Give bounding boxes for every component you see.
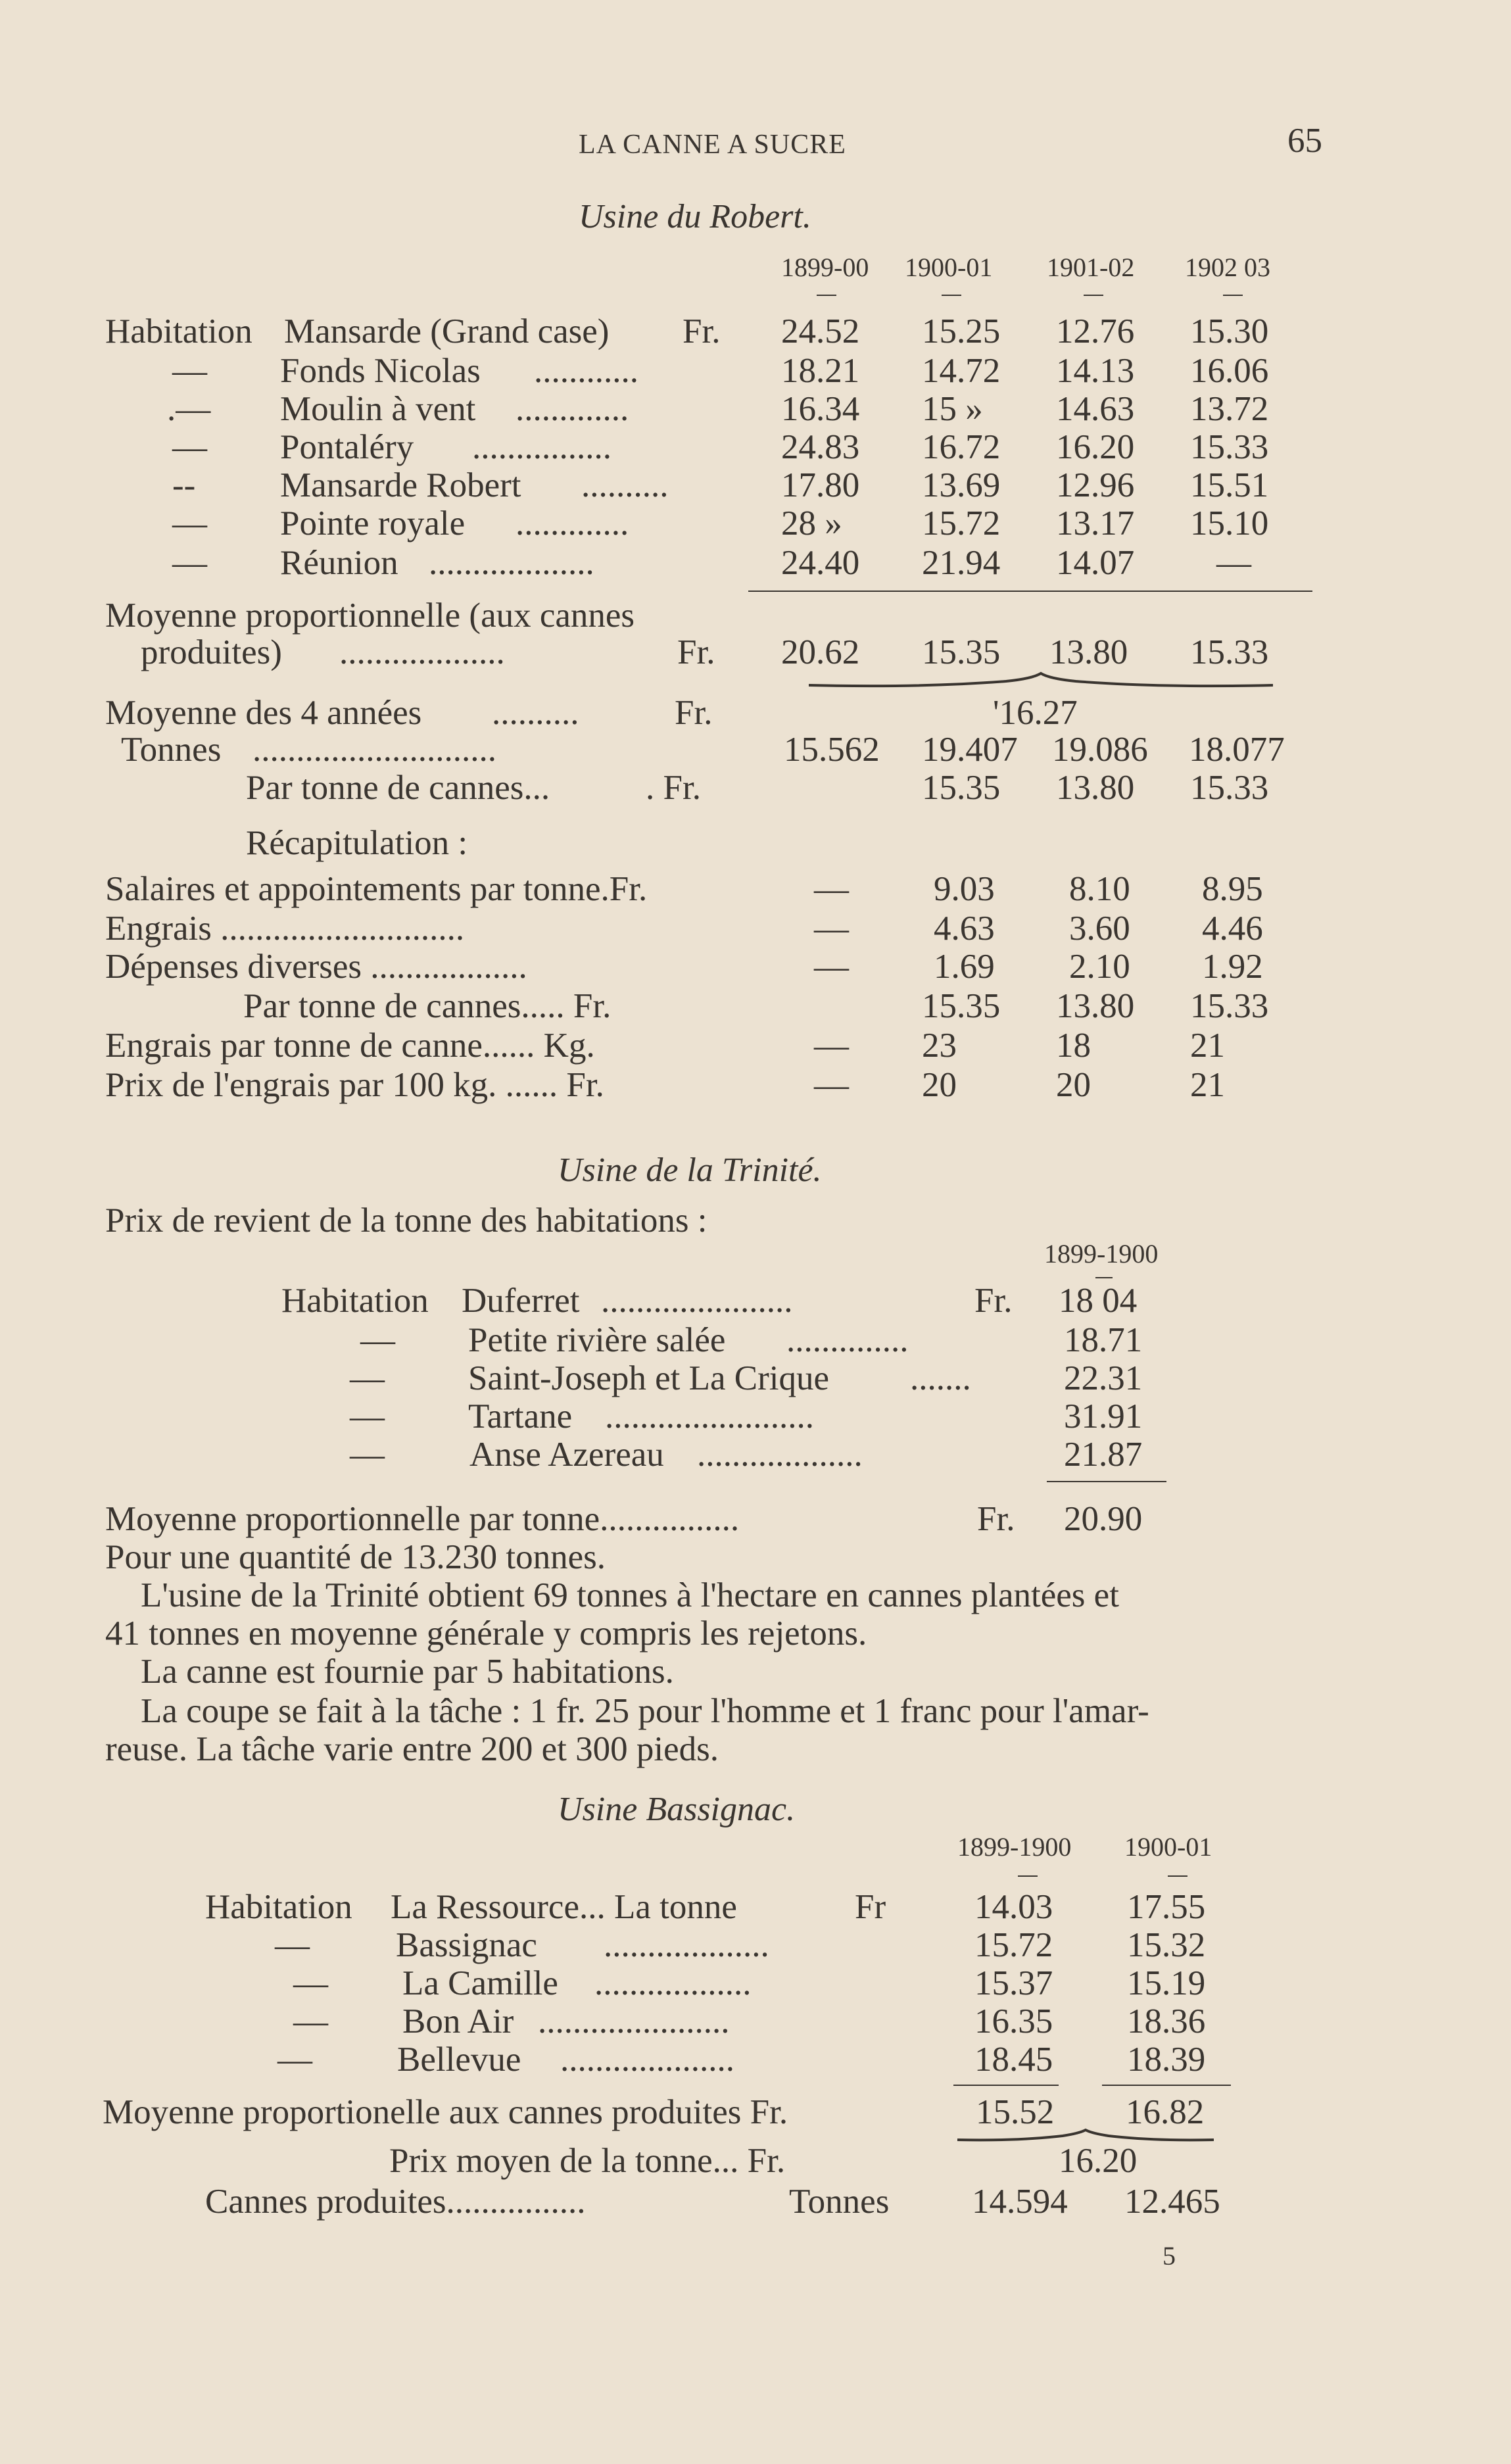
section-title-trinite: Usine de la Trinité. <box>558 1151 822 1189</box>
row-label: Fonds Nicolas <box>280 352 481 390</box>
row-dots: ............. <box>516 390 629 428</box>
cell-value: 15.72 <box>974 1926 1053 1964</box>
cell-value: 15.19 <box>1127 1964 1206 2002</box>
table-row <box>0 986 1511 1026</box>
row-label: Bassignac <box>396 1926 537 1964</box>
table-row <box>0 504 1511 543</box>
table-row <box>0 1499 1511 1539</box>
cell-value: 13.72 <box>1190 390 1269 428</box>
cell-value: 15.35 <box>922 769 1001 807</box>
table-row <box>0 1887 1511 1927</box>
row-unit: Fr. <box>677 633 715 671</box>
cell-value: 14.72 <box>922 352 1001 390</box>
row-label: Anse Azereau <box>469 1436 664 1474</box>
row-label: Salaires et appointements par tonne.Fr. <box>105 870 648 908</box>
table-row <box>0 1065 1511 1105</box>
cell-value: 15.562 <box>784 731 880 769</box>
cell-value: 15.37 <box>974 1964 1053 2002</box>
row-prefix: -- <box>172 466 196 504</box>
row-unit: Fr. <box>974 1282 1013 1320</box>
cell-value: 18 <box>1056 1027 1091 1065</box>
cell-value: 18.45 <box>974 2041 1053 2079</box>
year-header: 1900-01 <box>1124 1832 1212 1862</box>
row-label: Mansarde (Grand case) <box>284 312 610 350</box>
row-prefix: — <box>172 352 207 390</box>
cell-value: 15.32 <box>1127 1926 1206 1964</box>
cell-value: 13.69 <box>922 466 1001 504</box>
paragraph-line: 41 tonnes en moyenne générale y compris les rejetons. <box>105 1614 867 1653</box>
year-dash <box>1168 1875 1187 1877</box>
year-dash <box>1095 1277 1113 1278</box>
year-dash <box>817 295 836 296</box>
cell-value: 14.07 <box>1056 544 1135 582</box>
row-dots: .............. <box>786 1321 909 1359</box>
cell-value: 14.13 <box>1056 352 1135 390</box>
table-row <box>0 1026 1511 1065</box>
row-dots: .......... <box>492 694 579 732</box>
year-dash <box>1018 1875 1038 1877</box>
cell-value: 15.35 <box>922 987 1001 1025</box>
row-label: Engrais ............................ <box>105 909 465 948</box>
row-prefix: Habitation <box>205 1888 352 1926</box>
row-label: Bon Air <box>402 2002 514 2041</box>
row-label: Tartane <box>468 1397 573 1436</box>
table-row <box>0 1320 1511 1360</box>
row-unit: . Fr. <box>646 769 701 807</box>
cell-value: 16.72 <box>922 428 1001 466</box>
cell-value: 13.17 <box>1056 504 1135 543</box>
cell-value: — <box>814 1027 849 1065</box>
row-dots: ................... <box>429 544 594 582</box>
cell-value: 16.06 <box>1190 352 1269 390</box>
table-row <box>0 693 1511 733</box>
table-row <box>0 768 1511 808</box>
table-row <box>0 1964 1511 2003</box>
year-dash <box>1084 295 1103 296</box>
cell-value: — <box>814 909 849 948</box>
cell-value: 18.36 <box>1127 2002 1206 2041</box>
cell-value: 16.35 <box>974 2002 1053 2041</box>
cell-value: 19.407 <box>922 731 1018 769</box>
cell-value: 16.34 <box>781 390 860 428</box>
row-prefix: — <box>172 544 207 582</box>
cell-value: 22.31 <box>1064 1359 1143 1397</box>
table-row <box>0 1435 1511 1474</box>
cell-value: 24.52 <box>781 312 860 350</box>
row-label: Moyenne des 4 années <box>105 694 422 732</box>
cell-value: — <box>1216 544 1251 582</box>
row-prefix: — <box>350 1397 385 1436</box>
row-label: Engrais par tonne de canne...... Kg. <box>105 1027 595 1065</box>
cell-value: 16.20 <box>1059 2142 1138 2180</box>
cell-value: 14.63 <box>1056 390 1135 428</box>
sum-rule <box>1102 2085 1231 2086</box>
row-prefix: — <box>275 1926 310 1964</box>
cell-value: 4.46 <box>1202 909 1263 948</box>
cell-value: 18.21 <box>781 352 860 390</box>
recap-heading: Récapitulation : <box>246 824 468 862</box>
row-dots: .......... <box>581 466 669 504</box>
trinite-subtitle: Prix de revient de la tonne des habitations : <box>105 1201 708 1240</box>
year-header: 1901-02 <box>1047 253 1135 282</box>
year-dash <box>1223 295 1243 296</box>
row-unit: Tonnes <box>789 2183 890 2221</box>
row-prefix: Habitation <box>105 312 252 350</box>
cell-value: 13.80 <box>1056 987 1135 1025</box>
row-dots: ................... <box>604 1926 769 1964</box>
cell-value: 20.62 <box>781 633 860 671</box>
table-row <box>0 2092 1511 2132</box>
cell-value: 13.80 <box>1056 769 1135 807</box>
row-label: Par tonne de cannes... <box>246 769 550 807</box>
table-row <box>0 869 1511 909</box>
cell-value: — <box>814 870 849 908</box>
cell-value: 16.82 <box>1126 2093 1205 2131</box>
row-label: Tonnes <box>121 731 222 769</box>
cell-value: 12.465 <box>1124 2183 1220 2221</box>
row-prefix: — <box>350 1436 385 1474</box>
row-dots: ................... <box>339 633 505 671</box>
cell-value: 1.69 <box>934 948 995 986</box>
row-label: Saint-Joseph et La Crique <box>468 1359 830 1397</box>
cell-value: 15.33 <box>1190 633 1269 671</box>
row-label: Moyenne proportionnelle par tonne................ <box>105 1500 740 1538</box>
cell-value: 12.76 <box>1056 312 1135 350</box>
row-unit: Fr. <box>977 1500 1015 1538</box>
row-unit: Fr. <box>675 694 713 732</box>
cell-value: 3.60 <box>1069 909 1130 948</box>
row-label: Petite rivière salée <box>468 1321 726 1359</box>
row-label: Bellevue <box>397 2041 521 2079</box>
cell-value: 23 <box>922 1027 957 1065</box>
sum-rule <box>748 591 1312 592</box>
row-prefix: — <box>172 428 207 466</box>
year-header: 1900-01 <box>905 253 993 282</box>
cell-value: 21 <box>1190 1027 1225 1065</box>
cell-value: 19.086 <box>1052 731 1148 769</box>
running-title: LA CANNE A SUCRE <box>579 130 846 160</box>
row-prefix: Habitation <box>281 1282 429 1320</box>
row-label: Par tonne de cannes..... Fr. <box>243 987 612 1025</box>
row-label: Dépenses diverses .................. <box>105 948 527 986</box>
cell-value: 31.91 <box>1064 1397 1143 1436</box>
moyenne-label-line1: Moyenne proportionnelle (aux cannes <box>105 596 635 635</box>
section-title-robert: Usine du Robert. <box>579 198 811 235</box>
cell-value: 20.90 <box>1064 1500 1143 1538</box>
row-label: Cannes produites................ <box>205 2183 586 2221</box>
cell-value: 24.40 <box>781 544 860 582</box>
table-row <box>0 543 1511 583</box>
cell-value: 15.33 <box>1190 987 1269 1025</box>
row-dots: ............................ <box>252 731 496 769</box>
row-dots: ................ <box>472 428 612 466</box>
row-dots: ...................... <box>538 2002 730 2041</box>
cell-value: — <box>814 948 849 986</box>
row-dots: ...................... <box>601 1282 793 1320</box>
sum-rule <box>953 2085 1059 2086</box>
cell-value: 15.52 <box>976 2093 1055 2131</box>
table-row <box>0 1397 1511 1436</box>
row-dots: .................. <box>594 1964 752 2002</box>
row-prefix: .— <box>167 390 211 428</box>
cell-value: 15 » <box>922 390 983 428</box>
cell-value: 17.55 <box>1127 1888 1206 1926</box>
row-label: Pointe royale <box>280 504 466 543</box>
row-label: Moulin à vent <box>280 390 476 428</box>
paragraph-line: L'usine de la Trinité obtient 69 tonnes à l'hectare en cannes plantées et <box>141 1576 1119 1614</box>
year-header: 1899-00 <box>781 253 869 282</box>
table-row <box>0 427 1511 467</box>
table-row <box>0 1281 1511 1320</box>
row-label: Prix moyen de la tonne... Fr. <box>389 2142 786 2180</box>
cell-value: 18.71 <box>1064 1321 1143 1359</box>
paragraph-line: La canne est fournie par 5 habitations. <box>141 1653 674 1691</box>
row-dots: ............. <box>516 504 629 543</box>
year-header: 1899-1900 <box>1044 1239 1159 1268</box>
section-title-bassignac: Usine Bassignac. <box>558 1791 796 1828</box>
cell-value: 20 <box>922 1066 957 1104</box>
cell-value: 15.51 <box>1190 466 1269 504</box>
cell-value: 18.077 <box>1189 731 1285 769</box>
cell-value: 20 <box>1056 1066 1091 1104</box>
row-unit: Fr <box>855 1888 886 1926</box>
cell-value: 18.39 <box>1127 2041 1206 2079</box>
row-label: Moyenne proportionelle aux cannes produites Fr. <box>103 2093 788 2131</box>
table-row <box>0 1359 1511 1398</box>
cell-value: — <box>814 1066 849 1104</box>
year-header: 1902 03 <box>1185 253 1270 282</box>
row-label: Pontaléry <box>280 428 414 466</box>
table-row <box>0 466 1511 505</box>
row-prefix: — <box>360 1321 395 1359</box>
brace <box>809 671 1273 690</box>
row-dots: ........................ <box>605 1397 814 1436</box>
cell-value: 15.33 <box>1190 769 1269 807</box>
table-row <box>0 909 1511 948</box>
row-label: La Ressource... La tonne <box>391 1888 737 1926</box>
cell-value: 15.25 <box>922 312 1001 350</box>
cell-value: 15.72 <box>922 504 1001 543</box>
paragraph-line: reuse. La tâche varie entre 200 et 300 pieds. <box>105 1730 719 1768</box>
paragraph-line: La coupe se fait à la tâche : 1 fr. 25 pour l'homme et 1 franc pour l'amar- <box>141 1692 1149 1730</box>
row-label: produites) <box>141 633 282 671</box>
table-row <box>0 389 1511 429</box>
table-row <box>0 730 1511 769</box>
table-row <box>0 312 1511 351</box>
cell-value: 2.10 <box>1069 948 1130 986</box>
cell-value: 15.10 <box>1190 504 1269 543</box>
paragraph-line: Pour une quantité de 13.230 tonnes. <box>105 1538 606 1576</box>
cell-value: 12.96 <box>1056 466 1135 504</box>
sum-rule <box>1047 1481 1166 1482</box>
cell-value: 28 » <box>781 504 842 543</box>
row-prefix: — <box>277 2041 312 2079</box>
row-dots: .................... <box>560 2041 734 2079</box>
row-dots: ....... <box>910 1359 971 1397</box>
cell-value: '16.27 <box>993 694 1078 732</box>
table-row <box>0 947 1511 986</box>
cell-value: 24.83 <box>781 428 860 466</box>
table-row <box>0 2002 1511 2041</box>
cell-value: 21 <box>1190 1066 1225 1104</box>
table-row <box>0 2182 1511 2221</box>
table-row <box>0 2141 1511 2181</box>
cell-value: 8.95 <box>1202 870 1263 908</box>
row-prefix: — <box>293 1964 328 2002</box>
table-row <box>0 2040 1511 2079</box>
row-dots: ................... <box>697 1436 863 1474</box>
row-prefix: — <box>350 1359 385 1397</box>
row-label: La Camille <box>402 1964 558 2002</box>
row-prefix: — <box>172 504 207 543</box>
table-row <box>0 1925 1511 1965</box>
cell-value: 21.94 <box>922 544 1001 582</box>
cell-value: 21.87 <box>1064 1436 1143 1474</box>
signature-mark: 5 <box>1163 2241 1176 2271</box>
cell-value: 15.35 <box>922 633 1001 671</box>
cell-value: 14.594 <box>972 2183 1068 2221</box>
row-unit: Fr. <box>683 312 721 350</box>
cell-value: 4.63 <box>934 909 995 948</box>
cell-value: 16.20 <box>1056 428 1135 466</box>
row-dots: ............ <box>534 352 638 390</box>
cell-value: 13.80 <box>1049 633 1128 671</box>
cell-value: 14.03 <box>974 1888 1053 1926</box>
cell-value: 15.33 <box>1190 428 1269 466</box>
cell-value: 8.10 <box>1069 870 1130 908</box>
cell-value: 18 04 <box>1059 1282 1138 1320</box>
page-number: 65 <box>1287 122 1322 160</box>
table-row <box>0 351 1511 391</box>
row-label: Duferret <box>462 1282 580 1320</box>
cell-value: 1.92 <box>1202 948 1263 986</box>
row-label: Mansarde Robert <box>280 466 521 504</box>
table-row <box>0 633 1511 672</box>
cell-value: 15.30 <box>1190 312 1269 350</box>
year-header: 1899-1900 <box>957 1832 1072 1862</box>
row-label: Réunion <box>280 544 398 582</box>
cell-value: 9.03 <box>934 870 995 908</box>
cell-value: 17.80 <box>781 466 860 504</box>
row-prefix: — <box>293 2002 328 2041</box>
row-label: Prix de l'engrais par 100 kg. ...... Fr. <box>105 1066 604 1104</box>
year-dash <box>942 295 961 296</box>
